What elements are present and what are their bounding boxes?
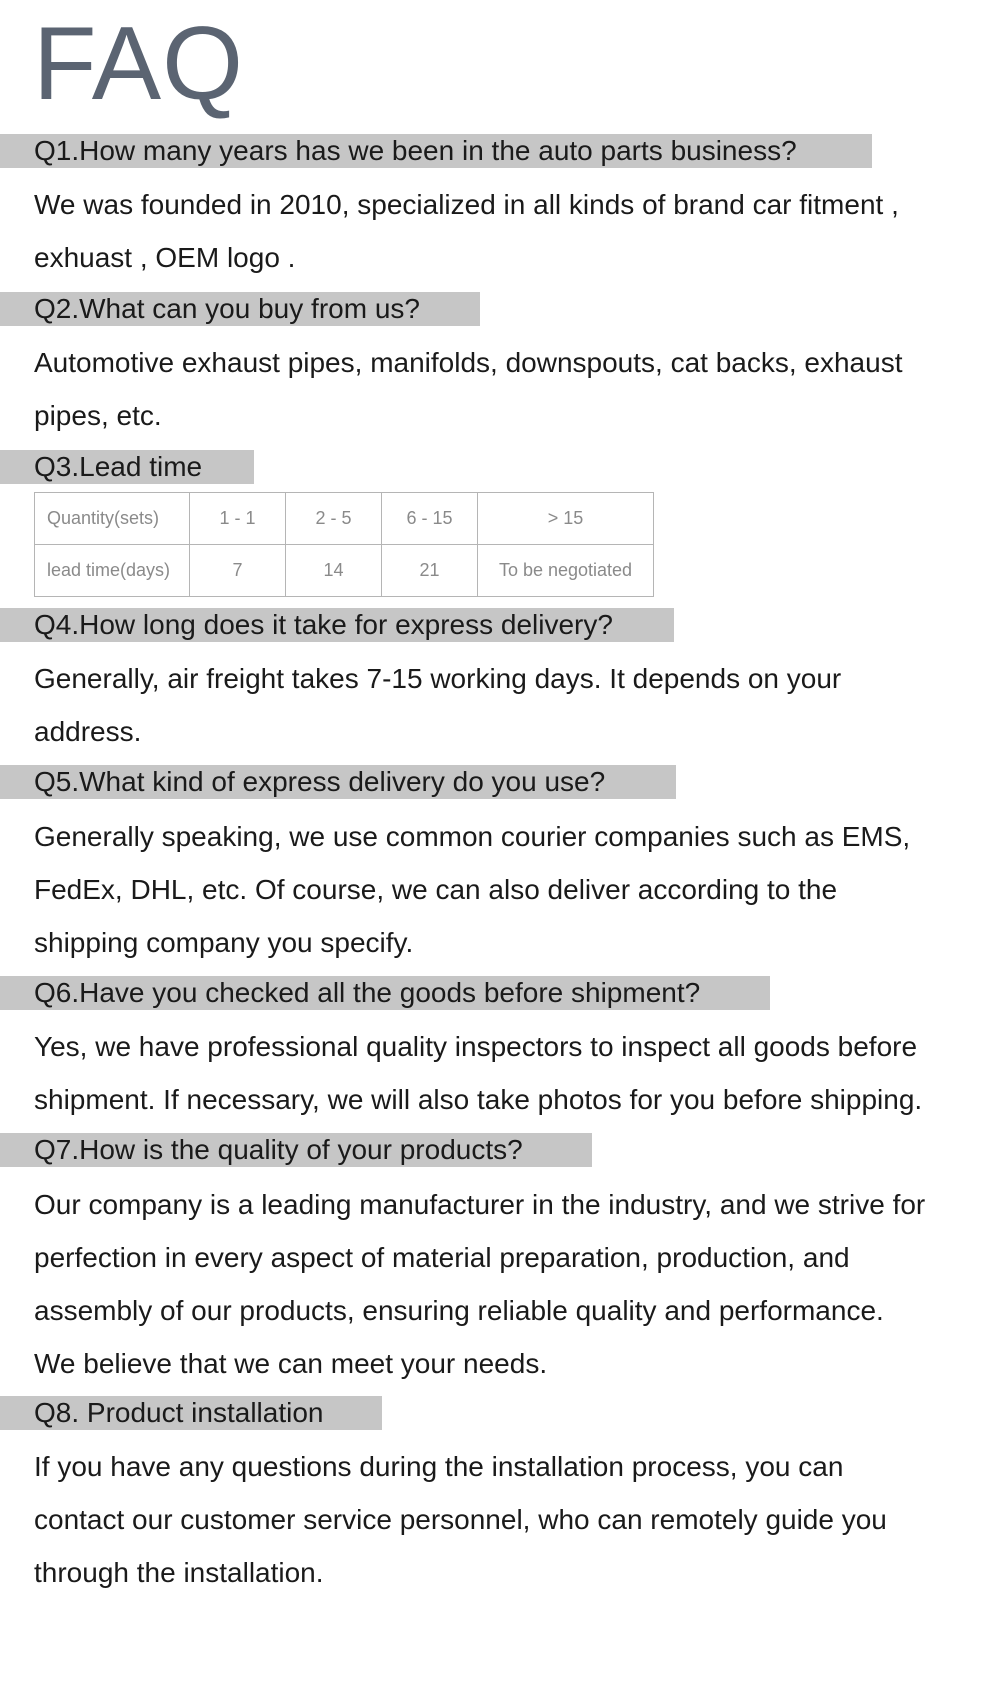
table-cell-lead-time-2: 14	[286, 545, 382, 597]
answer-q4	[34, 652, 984, 758]
question-q4: Q4.How long does it take for express delivery?	[34, 609, 613, 640]
table-cell-quantity-4: > 15	[478, 493, 654, 545]
question-q8: Q8. Product installation	[34, 1397, 324, 1428]
question-bar-q1	[0, 134, 872, 168]
answer-q6	[34, 1020, 984, 1126]
question-q3: Q3.Lead time	[34, 451, 203, 482]
table-row-lead-time	[35, 545, 654, 597]
table-cell-lead-time-3: 21	[382, 545, 478, 597]
answer-q7-line-2: perfection in every aspect of material preparation, production, and	[34, 1242, 850, 1273]
question-bar-q5	[0, 765, 676, 799]
table-cell-lead-time-4: To be negotiated	[478, 545, 654, 597]
answer-q5	[34, 810, 984, 969]
answer-q5-line-2: FedEx, DHL, etc. Of course, we can also deliver according to the	[34, 874, 838, 905]
answer-q7	[34, 1178, 984, 1390]
answer-q2-line-1: Automotive exhaust pipes, manifolds, downspouts, cat backs, exhaust	[34, 347, 903, 378]
question-bar-q2	[0, 292, 480, 326]
question-q2: Q2.What can you buy from us?	[34, 293, 420, 324]
question-q1: Q1.How many years has we been in the auto parts business?	[34, 135, 797, 166]
table-cell-quantity-label: Quantity(sets)	[35, 493, 190, 545]
table-cell-quantity-2: 2 - 5	[286, 493, 382, 545]
table-cell-quantity-3: 6 - 15	[382, 493, 478, 545]
answer-q4-line-1: Generally, air freight takes 7-15 working days. It depends on your	[34, 663, 842, 694]
question-bar-q4	[0, 608, 674, 642]
answer-q2	[34, 336, 984, 442]
question-q5: Q5.What kind of express delivery do you use?	[34, 766, 606, 797]
answer-q8-line-1: If you have any questions during the installation process, you can	[34, 1451, 844, 1482]
answer-q6-line-1: Yes, we have professional quality inspectors to inspect all goods before	[34, 1031, 918, 1062]
answer-q7-line-3: assembly of our products, ensuring reliable quality and performance.	[34, 1295, 884, 1326]
answer-q8-line-2: contact our customer service personnel, who can remotely guide you	[34, 1504, 887, 1535]
table-cell-lead-time-label: lead time(days)	[35, 545, 190, 597]
answer-q4-line-2: address.	[34, 716, 142, 747]
lead-time-table	[34, 492, 654, 597]
answer-q8-line-3: through the installation.	[34, 1557, 324, 1588]
question-bar-q7	[0, 1133, 592, 1167]
question-bar-q3	[0, 450, 254, 484]
answer-q2-line-2: pipes, etc.	[34, 400, 162, 431]
question-q7: Q7.How is the quality of your products?	[34, 1134, 523, 1165]
answer-q1-line-2: exhuast , OEM logo .	[34, 242, 296, 273]
table-row-quantity	[35, 493, 654, 545]
answer-q1-line-1: We was founded in 2010, specialized in all kinds of brand car fitment ,	[34, 189, 899, 220]
page-title: FAQ	[33, 6, 245, 122]
table-cell-quantity-1: 1 - 1	[190, 493, 286, 545]
answer-q7-line-4: We believe that we can meet your needs.	[34, 1348, 548, 1379]
answer-q1	[34, 178, 984, 284]
answer-q6-line-2: shipment. If necessary, we will also take photos for you before shipping.	[34, 1084, 923, 1115]
question-q6: Q6.Have you checked all the goods before shipment?	[34, 977, 701, 1008]
answer-q5-line-1: Generally speaking, we use common courier companies such as EMS,	[34, 821, 911, 852]
table-cell-lead-time-1: 7	[190, 545, 286, 597]
question-bar-q6	[0, 976, 770, 1010]
answer-q8	[34, 1440, 984, 1599]
answer-q5-line-3: shipping company you specify.	[34, 927, 414, 958]
question-bar-q8	[0, 1396, 382, 1430]
answer-q7-line-1: Our company is a leading manufacturer in the industry, and we strive for	[34, 1189, 926, 1220]
